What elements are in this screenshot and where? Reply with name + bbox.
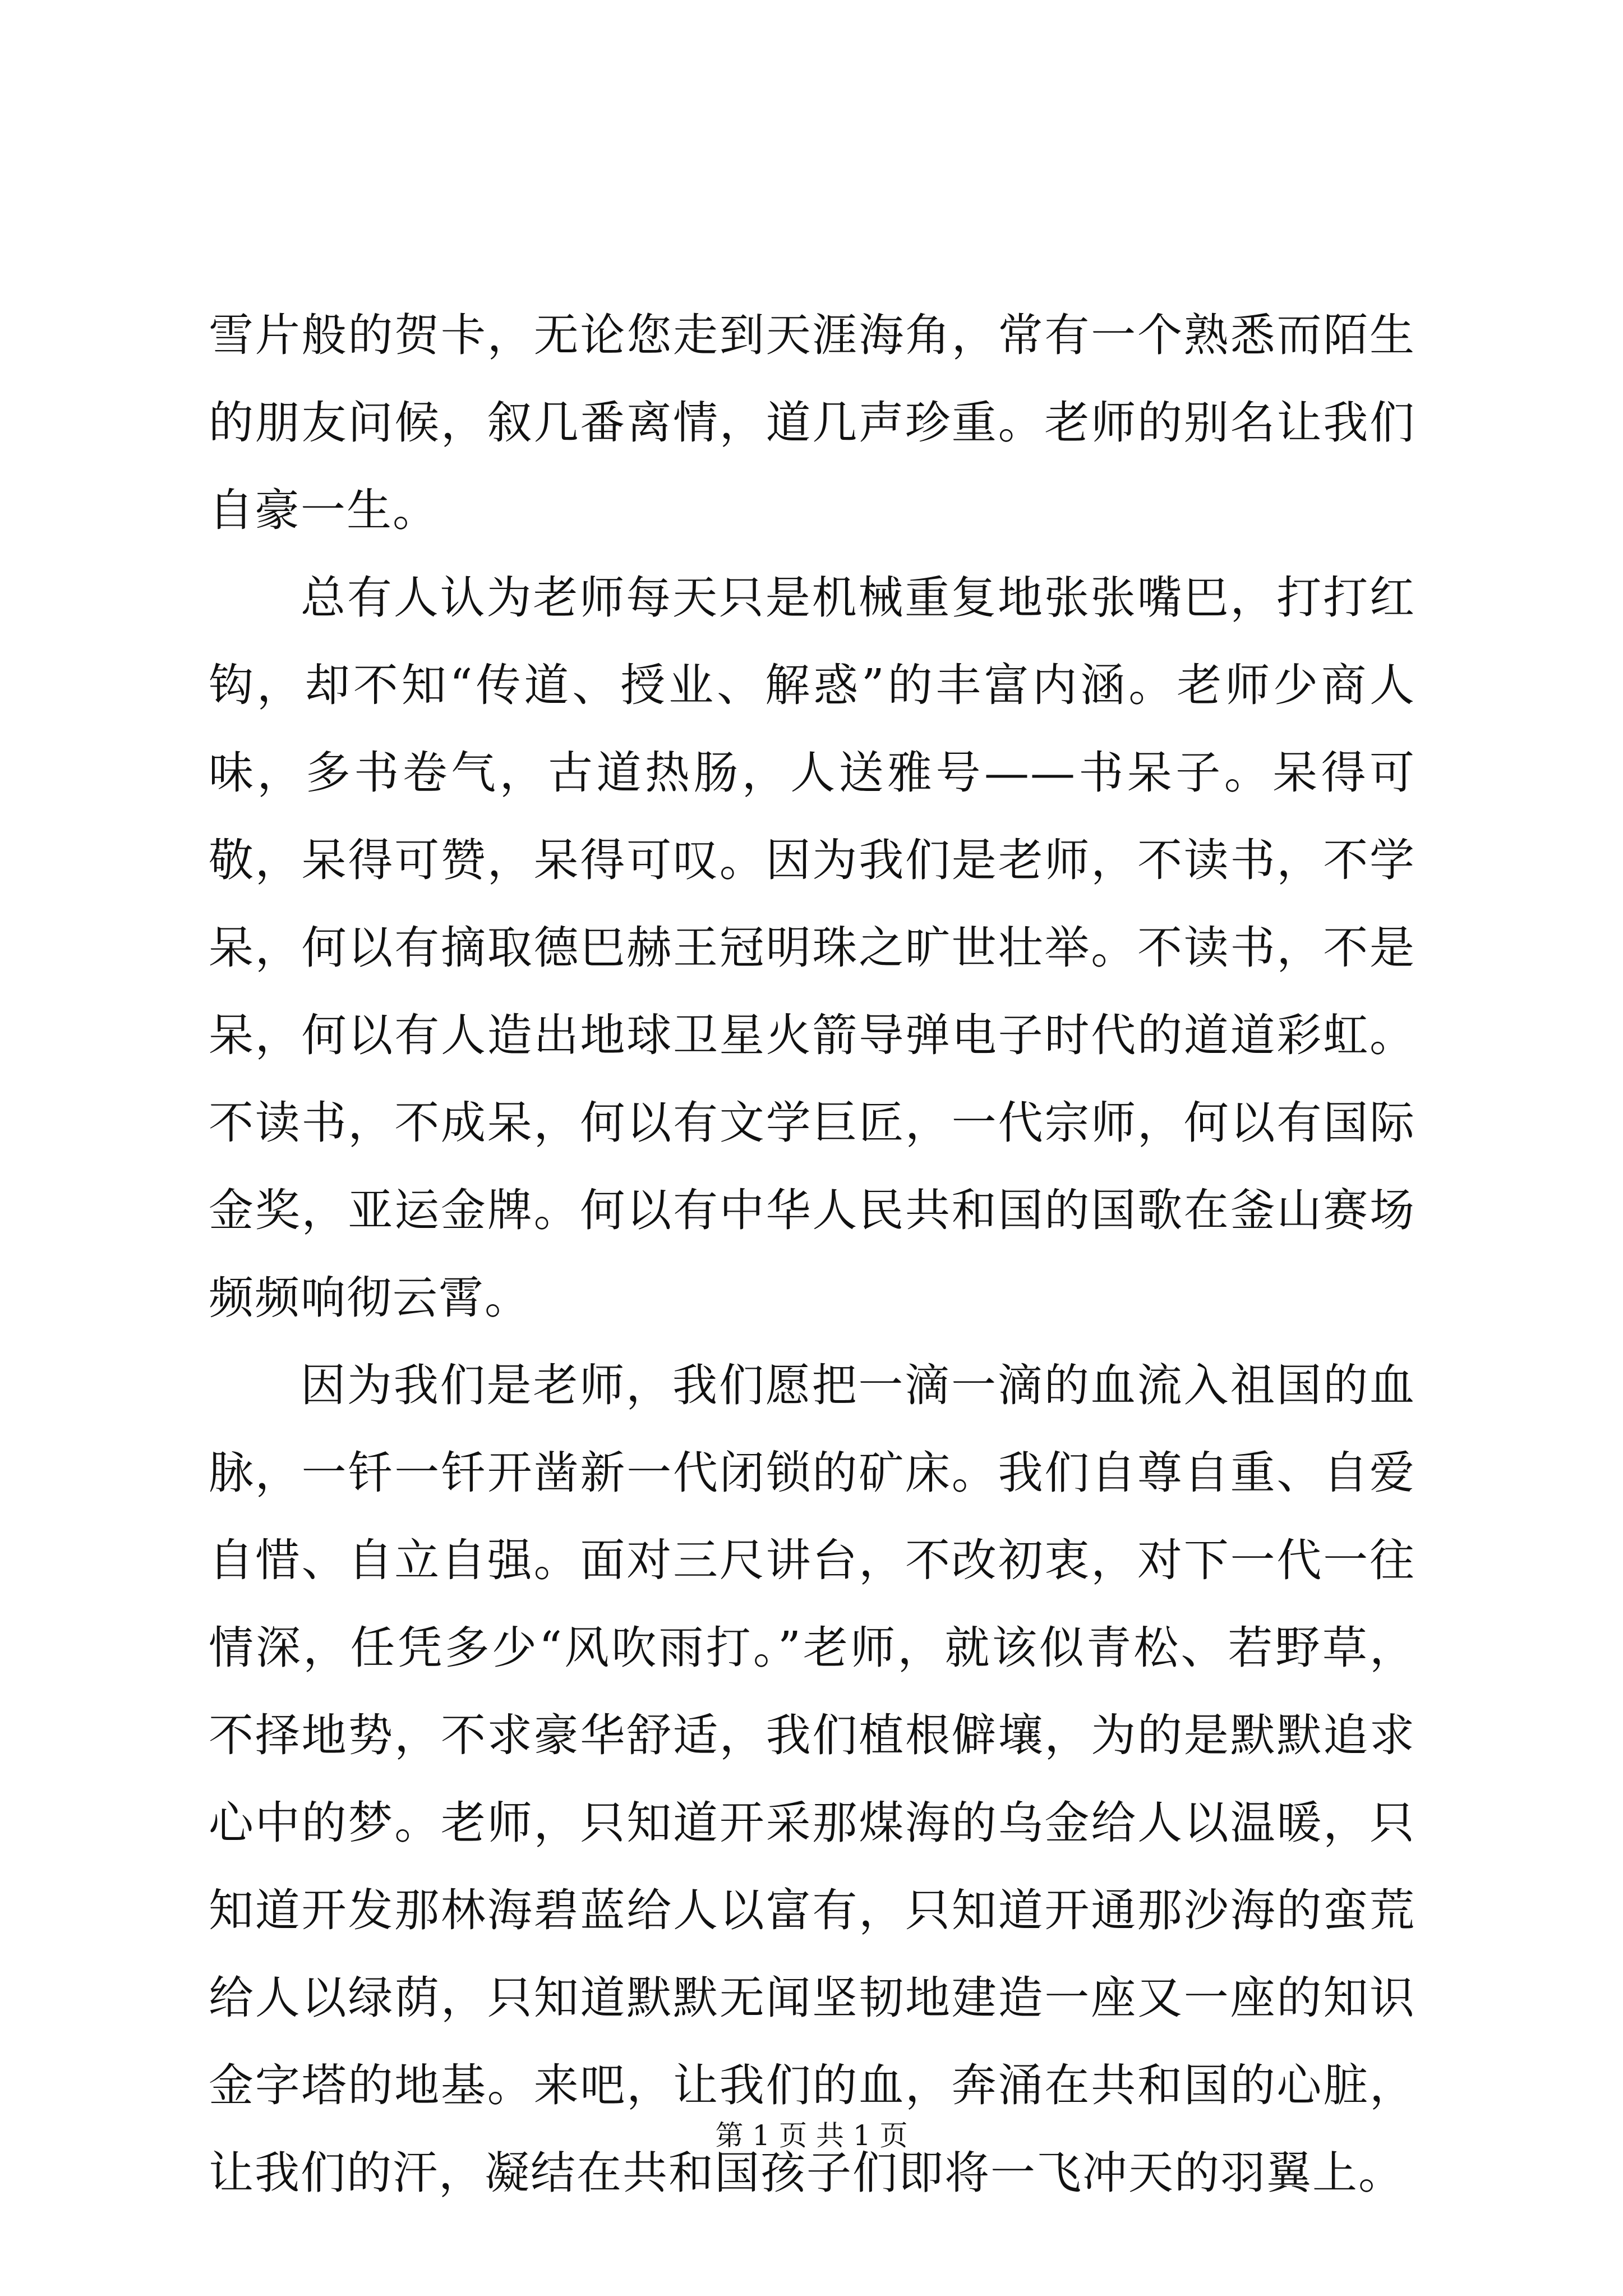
paragraph-3: 因为我们是老师，我们愿把一滴一滴的血流入祖国的血脉，一钎一钎开凿新一代闭锁的矿床。我们自尊自重、自爱自惜、自立自强。面对三尺讲台，不改初衷，对下一代一往情深，任凭多少“风吹雨打。”老师，就该似青松、若野草，不择地势，不求豪华舒适，我们植根僻壤，为的是默默追求心中的梦。老师，只知道开采那煤海的乌金给人以温暖，只知道开发那林海碧蓝给人以富有，只知道开通那沙海的蛮荒给人以绿荫，只知道默默无闻坚韧地建造一座又一座的知识金字塔的地基。来吧，让我们的血，奔涌在共和国的心脏，让我们的汗，凝结在共和国孩子们即将一飞冲天的羽翼上。 xyxy=(209,1359,1415,2199)
page-footer: 第 1 页 共 1 页 xyxy=(715,2119,908,2152)
document-body xyxy=(209,292,1415,2217)
paragraph-2: 总有人认为老师每天只是机械重复地张张嘴巴，打打红钩，却不知“传道、授业、解惑”的丰富内涵。老师少商人味，多书卷气，古道热肠，人送雅号——书呆子。呆得可敬，呆得可赞，呆得可叹。因为我们是老师，不读书，不学呆，何以有摘取德巴赫王冠明珠之旷世壮举。不读书，不是呆，何以有人造出地球卫星火箭导弹电子时代的道道彩虹。不读书，不成呆，何以有文学巨匠，一代宗师，何以有国际金奖，亚运金牌。何以有中华人民共和国的国歌在釜山赛场频频响彻云霄。 xyxy=(209,572,1415,1324)
paragraph-1: 雪片般的贺卡，无论您走到天涯海角，常有一个熟悉而陌生的朋友问候，叙几番离情，道几声珍重。老师的别名让我们自豪一生。 xyxy=(209,309,1415,536)
